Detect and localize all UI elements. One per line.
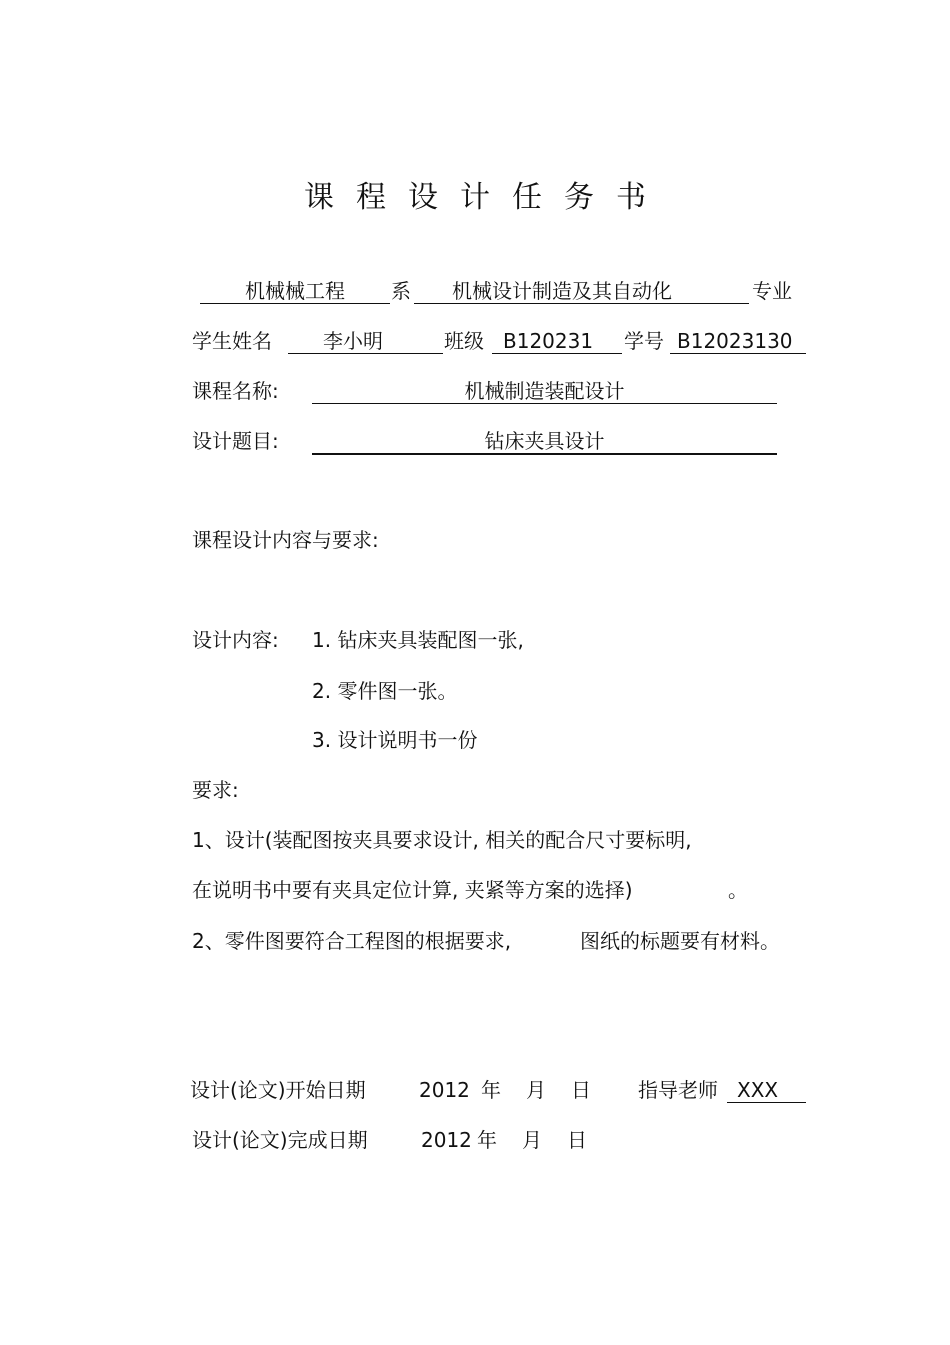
student-name-value: 李小明: [323, 329, 383, 353]
course-name-label: 课程名称:: [192, 379, 279, 403]
end-month-unit: 月: [522, 1128, 542, 1152]
class-value: B120231: [503, 329, 594, 353]
page-title: 课程设计任务书: [304, 180, 668, 215]
design-topic-value: 钻床夹具设计: [484, 429, 605, 453]
requirement-item-1-end: 。: [728, 878, 748, 902]
requirement-item-1-line-2: 在说明书中要有夹具定位计算, 夹紧等方案的选择): [192, 878, 633, 902]
department-suffix: 系: [391, 279, 411, 303]
requirement-item-2-part-2: 图纸的标题要有材料。: [580, 929, 780, 953]
department-underline: [200, 303, 390, 304]
class-underline: [492, 353, 622, 354]
major-underline: [414, 303, 749, 304]
end-year: 2012: [421, 1128, 472, 1152]
design-topic-label: 设计题目:: [192, 429, 279, 453]
student-id-value: B12023130: [677, 329, 793, 353]
advisor-value: XXX: [737, 1078, 779, 1102]
section-heading: 课程设计内容与要求:: [192, 528, 379, 552]
requirement-item-1-line-1: 1、设计(装配图按夹具要求设计, 相关的配合尺寸要标明,: [192, 828, 692, 852]
start-year-unit: 年: [481, 1078, 501, 1102]
class-label: 班级: [444, 329, 484, 353]
major-value: 机械设计制造及其自动化: [452, 279, 672, 303]
requirement-item-2-part-1: 2、零件图要符合工程图的根据要求,: [192, 929, 512, 953]
start-day-unit: 日: [571, 1078, 591, 1102]
advisor-label: 指导老师: [638, 1078, 718, 1102]
start-year: 2012: [419, 1078, 470, 1102]
student-id-underline: [670, 353, 806, 354]
student-id-label: 学号: [624, 329, 664, 353]
major-suffix: 专业: [752, 279, 792, 303]
student-name-label: 学生姓名: [192, 329, 272, 353]
end-year-unit: 年: [477, 1128, 497, 1152]
start-date-label: 设计(论文)开始日期: [190, 1078, 366, 1102]
end-day-unit: 日: [567, 1128, 587, 1152]
student-name-underline: [288, 353, 443, 354]
content-label: 设计内容:: [192, 628, 279, 652]
content-item: 1. 钻床夹具装配图一张,: [312, 628, 524, 652]
requirements-label: 要求:: [192, 778, 239, 802]
course-name-value: 机械制造装配设计: [464, 379, 625, 403]
content-item: 2. 零件图一张。: [312, 679, 458, 703]
start-month-unit: 月: [526, 1078, 546, 1102]
end-date-label: 设计(论文)完成日期: [192, 1128, 368, 1152]
course-name-underline: [312, 403, 777, 404]
design-topic-underline: [312, 453, 777, 455]
content-item: 3. 设计说明书一份: [312, 728, 478, 752]
department-value: 机械械工程: [245, 279, 345, 303]
advisor-underline: [727, 1102, 806, 1103]
